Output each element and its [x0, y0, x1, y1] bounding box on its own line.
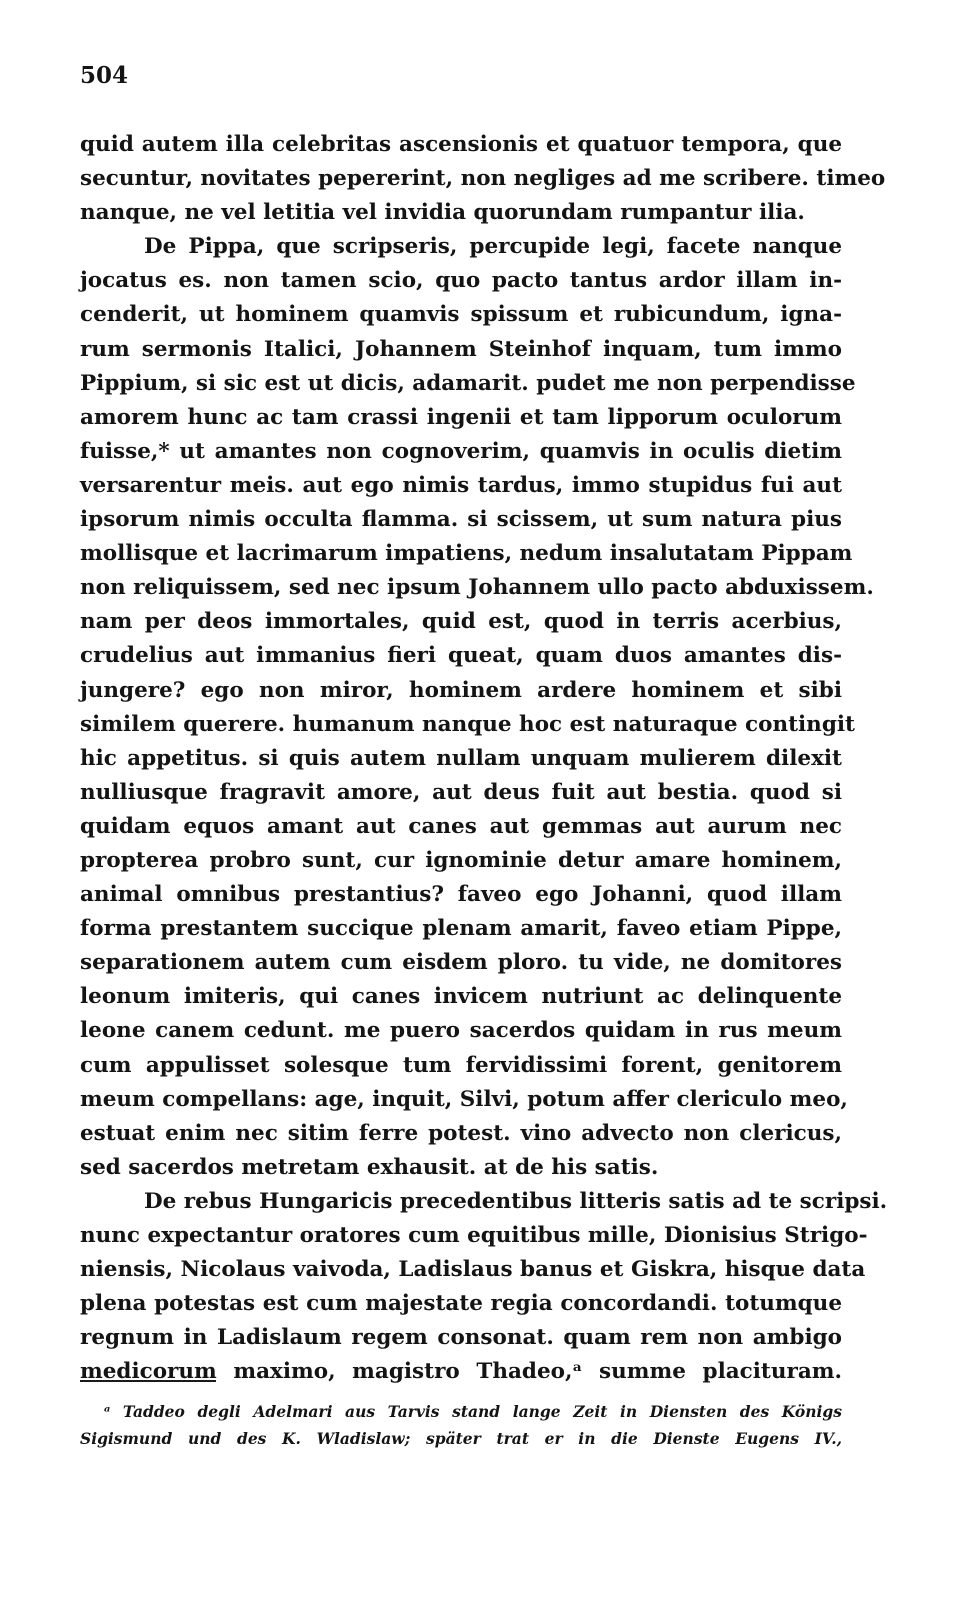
text-line: forma prestantem succique plenam amarit, faveo etiam Pippe, [80, 916, 842, 942]
text-line: meum compellans: age, inquit, Silvi, potum affer clericulo meo, [80, 1086, 848, 1112]
page-number: 504 [80, 62, 129, 89]
text-line: jungere? ego non miror, hominem ardere hominem et sibi [80, 677, 842, 703]
main-text-block [80, 128, 888, 1389]
text-line: niensis, Nicolaus vaivoda, Ladislaus banus et Giskra, hisque data [80, 1257, 866, 1283]
text-line: regnum in Ladislaum regem consonat. quam rem non ambigo [80, 1325, 842, 1351]
footnote-line: Sigismund und des K. Wladislaw; später trat er in die Dienste Eugens IV., [80, 1429, 842, 1448]
text-line: plena potestas est cum majestate regia concordandi. totumque [80, 1291, 842, 1317]
text-line: secuntur, novitates pepererint, non negliges ad me scribere. timeo [80, 166, 886, 192]
text-line: versarentur meis. aut ego nimis tardus, immo stupidus fui aut [80, 472, 842, 498]
text-line: crudelius aut immanius fieri queat, quam duos amantes dis- [80, 643, 842, 669]
text-line: separationem autem cum eisdem ploro. tu vide, ne domitores [80, 950, 842, 976]
text-line: quidam equos amant aut canes aut gemmas aut aurum nec [80, 813, 842, 839]
text-line: De Pippa, que scripseris, percupide legi, facete nanque [144, 234, 842, 260]
text-line: Pippium, si sic est ut dicis, adamarit. pudet me non perpendisse [80, 370, 856, 396]
footnote-line: ᵃ Taddeo degli Adelmari aus Tarvis stand lange Zeit in Diensten des Königs [104, 1402, 842, 1421]
text-line: quid autem illa celebritas ascensionis et quatuor tempora, que [80, 132, 842, 157]
text-line: nam per deos immortales, quid est, quod in terris acerbius, [80, 609, 842, 635]
text-line: similem querere. humanum nanque hoc est naturaque contingit [80, 711, 855, 737]
text-line: De rebus Hungaricis precedentibus litteris satis ad te scripsi. [144, 1188, 888, 1214]
text-line: medicorum maximo, magistro Thadeo,ᵃ summe placituram. [80, 1359, 842, 1385]
text-line: cum appulisset solesque tum fervidissimi forent, genitorem [80, 1052, 842, 1078]
footnote-block [80, 1398, 842, 1452]
text-line: non reliquissem, sed nec ipsum Johannem ullo pacto abduxissem. [80, 575, 874, 601]
text-line: leonum imiteris, qui canes invicem nutriunt ac delinquente [80, 984, 842, 1010]
text-line: cenderit, ut hominem quamvis spissum et rubicundum, igna- [80, 302, 842, 328]
text-line: propterea probro sunt, cur ignominie detur amare hominem, [80, 847, 842, 873]
text-line: jocatus es. non tamen scio, quo pacto tantus ardor illam in- [80, 268, 842, 294]
text-line: nunc expectantur oratores cum equitibus mille, Dionisius Strigo- [80, 1223, 868, 1248]
footnote-divider [80, 1380, 216, 1382]
text-line: hic appetitus. si quis autem nullam unquam mulierem dilexit [80, 745, 842, 771]
text-line: nulliusque fragravit amore, aut deus fuit aut bestia. quod si [80, 779, 842, 805]
text-line: nanque, ne vel letitia vel invidia quorundam rumpantur ilia. [80, 200, 805, 226]
text-line: leone canem cedunt. me puero sacerdos quidam in rus meum [80, 1018, 842, 1044]
text-line: mollisque et lacrimarum impatiens, nedum insalutatam Pippam [80, 541, 853, 567]
text-line: estuat enim nec sitim ferre potest. vino advecto non clericus, [80, 1120, 842, 1146]
text-line: rum sermonis Italici, Johannem Steinhof inquam, tum immo [80, 336, 842, 362]
text-line: fuisse,* ut amantes non cognoverim, quamvis in oculis dietim [80, 438, 842, 464]
text-line: animal omnibus prestantius? faveo ego Johanni, quod illam [80, 882, 842, 908]
text-line: sed sacerdos metretam exhausit. at de his satis. [80, 1154, 659, 1180]
text-line: amorem hunc ac tam crassi ingenii et tam lipporum oculorum [80, 404, 842, 430]
text-line: ipsorum nimis occulta flamma. si scissem, ut sum natura pius [80, 507, 842, 533]
